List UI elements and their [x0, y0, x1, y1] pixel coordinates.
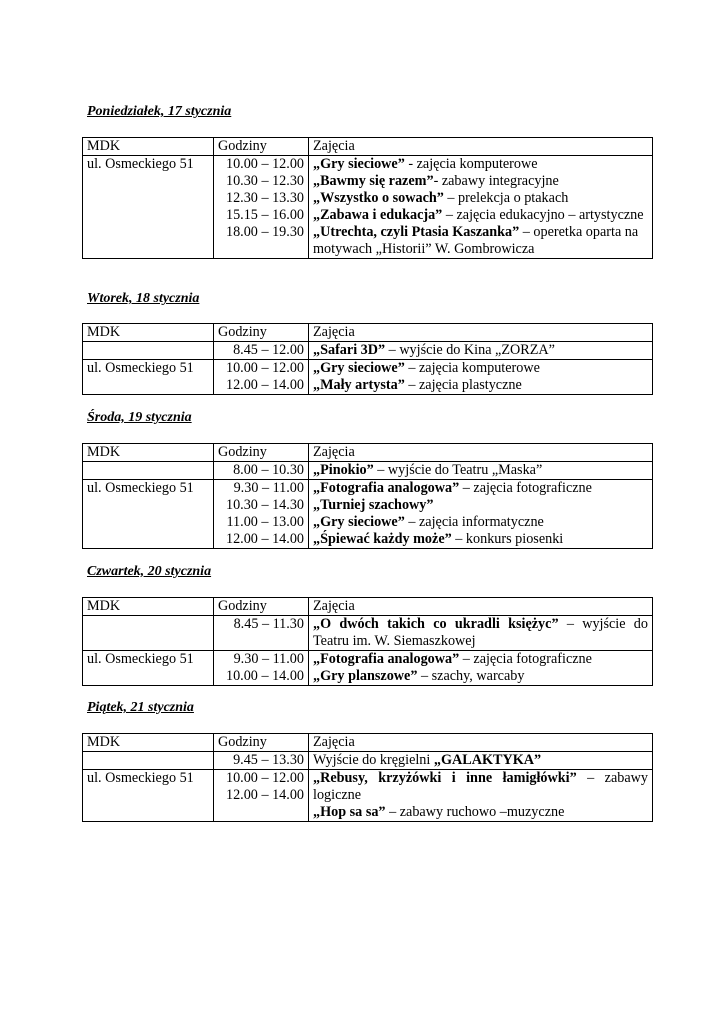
activity-cell [309, 156, 653, 259]
activity-item [313, 224, 648, 258]
header-row [83, 598, 653, 616]
header-place: MDK [83, 734, 214, 752]
place-cell [83, 616, 214, 651]
activity-title: „Gry sieciowe” [313, 360, 405, 376]
schedule-table [82, 323, 653, 395]
table-row [83, 156, 653, 259]
activity-title: „Wszystko o sowach” [313, 190, 444, 206]
activity-desc: – zabawy logiczne [313, 770, 648, 803]
activity-desc: - zajęcia komputerowe [404, 156, 538, 172]
activity-desc: – szachy, warcaby [417, 668, 525, 684]
hours-value: 8.00 – 10.30 [233, 462, 304, 478]
activity-desc: – konkurs piosenki [451, 531, 564, 547]
hours-cell [214, 342, 309, 360]
hours-value: 12.00 – 14.00 [225, 787, 304, 803]
activity-title: „Utrechta, czyli Ptasia Kaszanka” [313, 224, 520, 240]
activity-title: „Mały artysta” [313, 377, 405, 393]
activity-item [313, 207, 648, 224]
place-cell [83, 462, 214, 480]
activity-item [313, 173, 648, 190]
activity-title: „O dwóch takich co ukradli księżyc” [313, 616, 559, 632]
hours-value: 8.45 – 12.00 [233, 342, 304, 358]
activity-title: „Rebusy, krzyżówki i inne łamigłówki” [313, 770, 577, 786]
activity-title: „Gry planszowe” [313, 668, 418, 684]
activity-title: „Hop sa sa” [313, 804, 386, 820]
header-place: MDK [83, 324, 214, 342]
activity-desc: - zabawy integracyjne [433, 173, 559, 189]
day-title: Poniedziałek, 17 stycznia [87, 104, 232, 119]
table-row [83, 462, 653, 480]
activity-item [313, 377, 648, 394]
hours-value: 10.30 – 14.30 [225, 497, 304, 513]
activity-item [313, 190, 648, 207]
activity-title: „Gry sieciowe” [313, 514, 405, 530]
activity-item [313, 752, 648, 769]
activity-item [313, 804, 648, 821]
activity-item [313, 616, 648, 650]
hours-cell [214, 770, 309, 822]
hours-value: 10.00 – 12.00 [225, 360, 304, 376]
table-row [83, 651, 653, 686]
activity-desc: – zabawy ruchowo –muzyczne [385, 804, 565, 820]
activity-cell [309, 616, 653, 651]
activity-item [313, 668, 648, 685]
table-row [83, 342, 653, 360]
hours-value: 12.00 – 14.00 [225, 377, 304, 393]
activity-title: „Fotografia analogowa” [313, 480, 460, 496]
activity-title: „Śpiewać każdy może” [313, 531, 452, 547]
activity-item [313, 531, 648, 548]
activity-item [313, 480, 648, 497]
activity-desc: – wyjście do Teatru im. W. Siemaszkowej [313, 616, 648, 649]
activity-title: „Pinokio” [313, 462, 374, 478]
day-title: Wtorek, 18 stycznia [87, 291, 200, 306]
table-row [83, 480, 653, 549]
activity-desc: – zajęcia plastyczne [404, 377, 522, 393]
activity-desc: – zajęcia informatyczne [404, 514, 544, 530]
place-cell [83, 342, 214, 360]
hours-cell [214, 651, 309, 686]
activity-pre: Wyjście do kręgielni [313, 752, 434, 768]
hours-value: 8.45 – 11.30 [233, 616, 304, 632]
place-cell: ul. Osmeckiego 51 [83, 770, 214, 822]
place-cell: ul. Osmeckiego 51 [83, 156, 214, 259]
hours-value: 11.00 – 13.00 [226, 514, 304, 530]
activity-item [313, 342, 648, 359]
activity-desc: – zajęcia fotograficzne [459, 651, 592, 667]
activity-item [313, 651, 648, 668]
activity-cell [309, 480, 653, 549]
activity-title: „Fotografia analogowa” [313, 651, 460, 667]
hours-cell [214, 462, 309, 480]
header-activity: Zajęcia [309, 138, 653, 156]
place-cell: ul. Osmeckiego 51 [83, 360, 214, 395]
activity-cell [309, 770, 653, 822]
activity-item [313, 462, 648, 479]
hours-cell [214, 752, 309, 770]
header-activity: Zajęcia [309, 324, 653, 342]
hours-value: 12.00 – 14.00 [225, 531, 304, 547]
place-cell: ul. Osmeckiego 51 [83, 651, 214, 686]
header-hours: Godziny [214, 444, 309, 462]
activity-item [313, 360, 648, 377]
header-hours: Godziny [214, 734, 309, 752]
hours-cell [214, 156, 309, 259]
hours-value: 10.30 – 12.30 [225, 173, 304, 189]
header-place: MDK [83, 444, 214, 462]
table-row [83, 752, 653, 770]
header-hours: Godziny [214, 598, 309, 616]
activity-item [313, 156, 648, 173]
activity-cell [309, 342, 653, 360]
hours-value: 12.30 – 13.30 [225, 190, 304, 206]
hours-value: 15.15 – 16.00 [225, 207, 304, 223]
hours-value: 10.00 – 14.00 [225, 668, 304, 684]
header-activity: Zajęcia [309, 444, 653, 462]
activity-item [313, 497, 648, 514]
activity-desc: – zajęcia fotograficzne [459, 480, 592, 496]
hours-cell [214, 480, 309, 549]
header-row [83, 138, 653, 156]
activity-desc: – operetka oparta na motywach „Historii” W. Gombrowicza [313, 224, 639, 257]
hours-value: 18.00 – 19.30 [225, 224, 304, 240]
activity-item [313, 770, 648, 804]
activity-title: „GALAKTYKA” [433, 752, 542, 768]
table-row [83, 770, 653, 822]
activity-cell [309, 462, 653, 480]
header-activity: Zajęcia [309, 598, 653, 616]
place-cell: ul. Osmeckiego 51 [83, 480, 214, 549]
header-place: MDK [83, 138, 214, 156]
day-title: Piątek, 21 stycznia [87, 700, 194, 715]
schedule-table [82, 597, 653, 686]
hours-value: 9.30 – 11.00 [233, 480, 304, 496]
header-activity: Zajęcia [309, 734, 653, 752]
schedule-table [82, 137, 653, 259]
activity-desc: – zajęcia komputerowe [404, 360, 540, 376]
header-place: MDK [83, 598, 214, 616]
header-row [83, 734, 653, 752]
activity-title: „Turniej szachowy” [313, 497, 434, 513]
hours-cell [214, 616, 309, 651]
activity-title: „Zabawa i edukacja” [313, 207, 443, 223]
table-row [83, 360, 653, 395]
hours-value: 9.30 – 11.00 [233, 651, 304, 667]
activity-desc: – wyjście do Kina „ZORZA” [385, 342, 555, 358]
header-row [83, 324, 653, 342]
header-hours: Godziny [214, 324, 309, 342]
activity-title: „Bawmy się razem” [313, 173, 434, 189]
activity-desc: – wyjście do Teatru „Maska” [373, 462, 543, 478]
header-row [83, 444, 653, 462]
place-cell [83, 752, 214, 770]
day-title: Czwartek, 20 stycznia [87, 564, 212, 579]
hours-value: 10.00 – 12.00 [225, 770, 304, 786]
schedule-table [82, 733, 653, 822]
activity-cell [309, 752, 653, 770]
activity-desc: – prelekcja o ptakach [443, 190, 569, 206]
activity-cell [309, 360, 653, 395]
activity-item [313, 514, 648, 531]
schedule-table [82, 443, 653, 549]
hours-value: 9.45 – 13.30 [233, 752, 304, 768]
activity-desc: – zajęcia edukacyjno – artystyczne [442, 207, 644, 223]
header-hours: Godziny [214, 138, 309, 156]
activity-cell [309, 651, 653, 686]
activity-title: „Gry sieciowe” [313, 156, 405, 172]
hours-value: 10.00 – 12.00 [225, 156, 304, 172]
table-row [83, 616, 653, 651]
activity-title: „Safari 3D” [313, 342, 386, 358]
day-title: Środa, 19 stycznia [87, 410, 192, 425]
hours-cell [214, 360, 309, 395]
